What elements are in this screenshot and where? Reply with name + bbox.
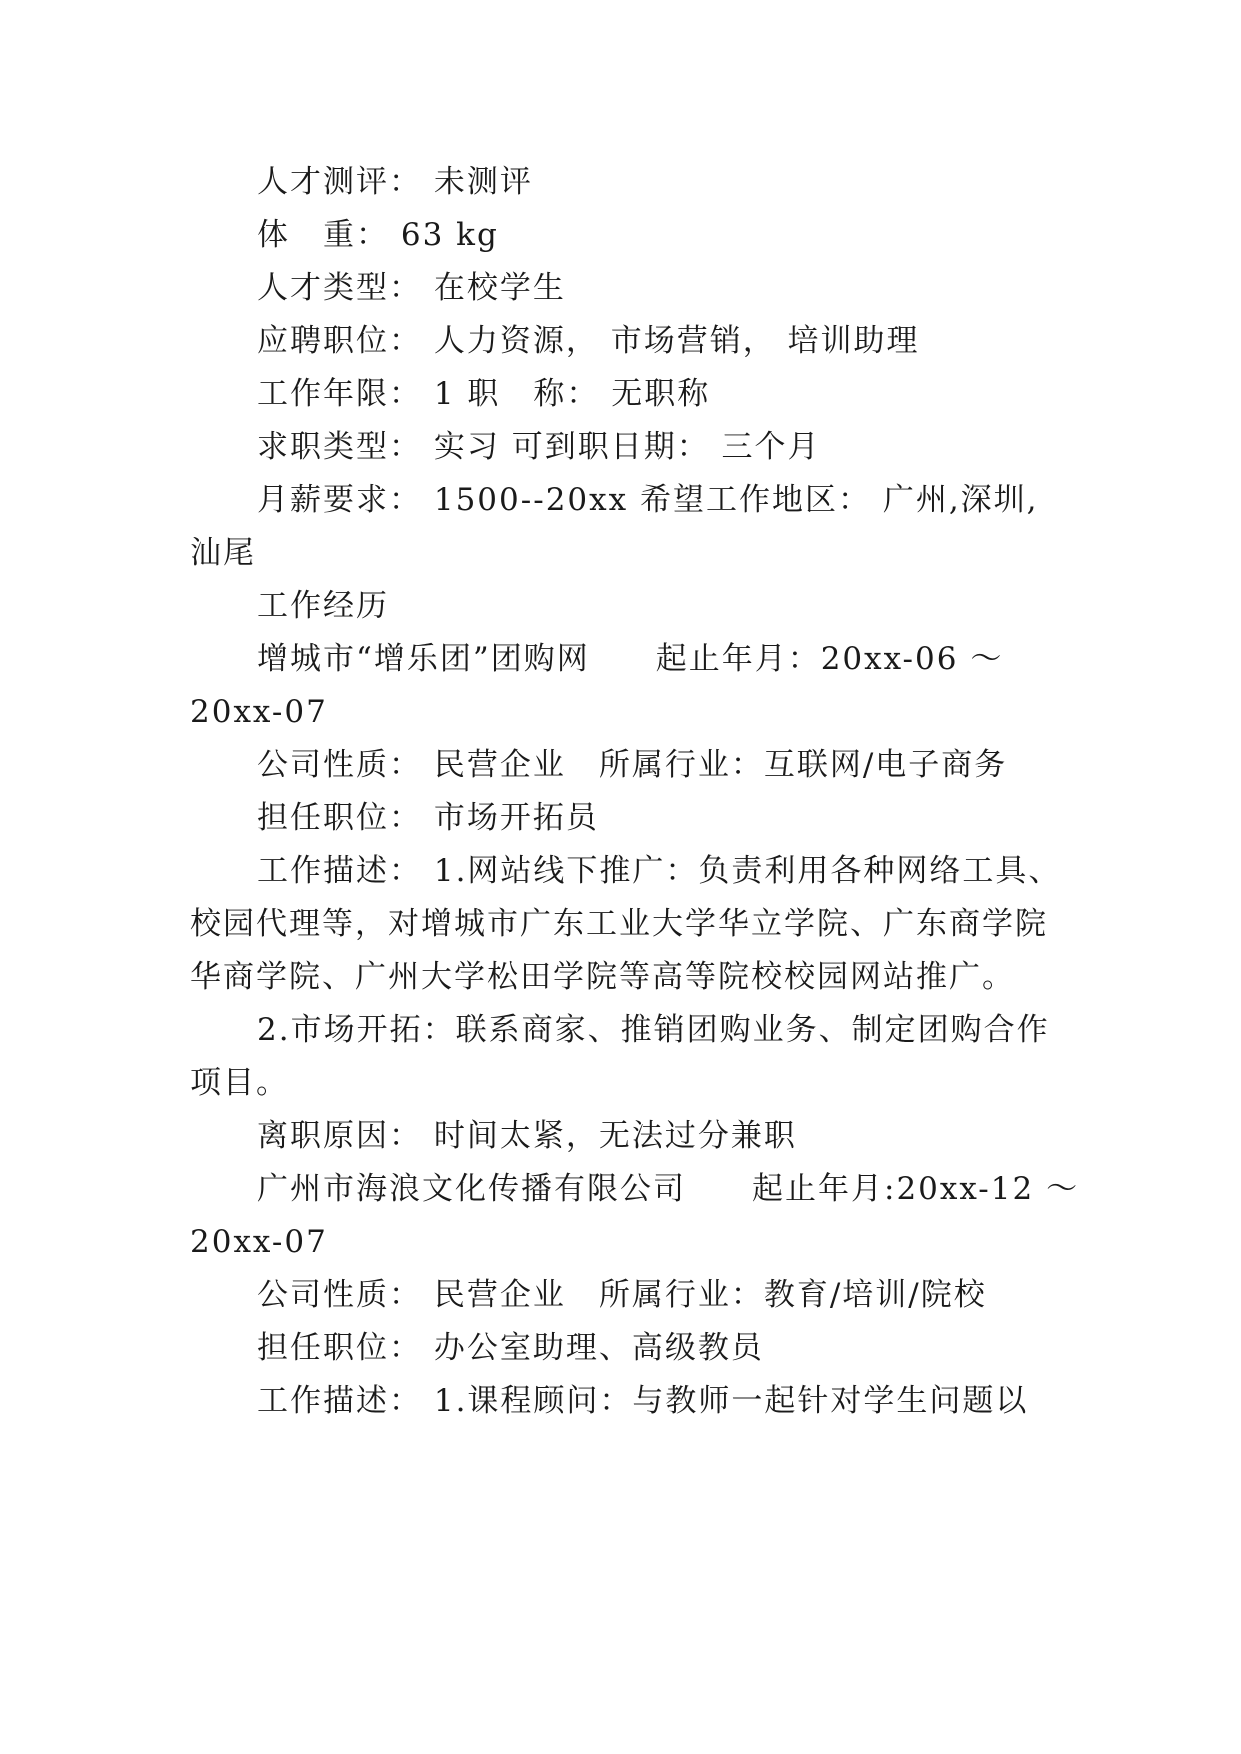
experience-1-leave-reason-line: 离职原因： 时间太紧，无法过分兼职 (257, 1118, 797, 1154)
salary-location-continuation: 汕尾 (190, 535, 256, 571)
job-type-start-date-line: 求职类型： 实习 可到职日期： 三个月 (257, 429, 821, 465)
experience-2-company-type-line: 公司性质： 民营企业 所属行业：教育/培训/院校 (257, 1277, 987, 1313)
experience-1-company-line: 增城市“增乐团”团购网 起止年月：20xx-06 ～ (257, 641, 1004, 677)
weight-line: 体 重： 63 kg (257, 217, 499, 253)
experience-1-position-line: 担任职位： 市场开拓员 (257, 800, 599, 836)
salary-location-line: 月薪要求： 1500--20xx 希望工作地区： 广州,深圳, (257, 482, 1039, 518)
applied-position-line: 应聘职位： 人力资源， 市场营销， 培训助理 (257, 323, 920, 359)
experience-1-description-line-3: 华商学院、广州大学松田学院等高等院校校园网站推广。 (190, 959, 1015, 995)
experience-1-description-line-5: 项目。 (190, 1065, 289, 1101)
experience-1-company-type-line: 公司性质： 民营企业 所属行业：互联网/电子商务 (257, 747, 1008, 783)
experience-2-date-continuation: 20xx-07 (190, 1224, 328, 1260)
talent-type-line: 人才类型： 在校学生 (257, 270, 566, 306)
experience-1-description-line-2: 校园代理等，对增城市广东工业大学华立学院、广东商学院 (190, 906, 1048, 942)
experience-2-company-line: 广州市海浪文化传播有限公司 起止年月:20xx-12 ～ (257, 1171, 1080, 1207)
experience-1-description-line-1: 工作描述： 1.网站线下推广：负责利用各种网络工具、 (257, 853, 1062, 889)
talent-assessment-line: 人才测评： 未测评 (257, 164, 533, 200)
experience-1-date-continuation: 20xx-07 (190, 694, 328, 730)
work-years-title-line: 工作年限： 1 职 称： 无职称 (257, 376, 711, 412)
section-heading-work-experience: 工作经历 (257, 588, 389, 624)
experience-2-description-line-1: 工作描述： 1.课程顾问：与教师一起针对学生问题以 (257, 1383, 1029, 1419)
experience-1-description-line-4: 2.市场开拓：联系商家、推销团购业务、制定团购合作 (257, 1012, 1050, 1048)
experience-2-position-line: 担任职位： 办公室助理、高级教员 (257, 1330, 764, 1366)
